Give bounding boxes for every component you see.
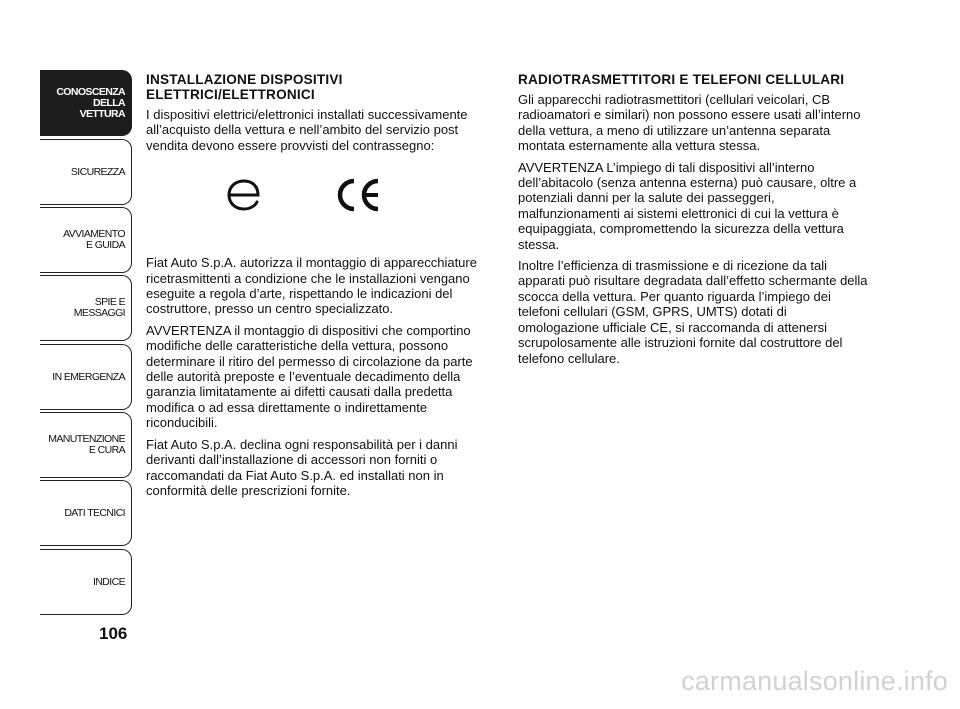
- tab-conoscenza-della-vettura[interactable]: CONOSCENZA DELLA VETTURA: [40, 70, 132, 136]
- approval-marks: [146, 163, 496, 243]
- tab-in-emergenza[interactable]: IN EMERGENZA: [40, 344, 132, 410]
- paragraph: I dispositivi elettrici/elettronici installati successivamente all’acquisto della vettura e nell’ambito del servizio post vendita devono essere provvisti del contrassegno:: [146, 107, 468, 153]
- tab-spie-e-messaggi[interactable]: SPIE E MESSAGGI: [40, 275, 132, 341]
- paragraph: AVVERTENZA L’impiego di tali dispositivi all’interno dell’abitacolo (senza antenna esterna) può causare, oltre a potenziali danni per la salute dei passeggeri, malfunzionamenti ai sistemi elettronici di cui la vettura è equipaggiata, compromettendo la sicurezza della vettura stessa.: [518, 159, 857, 252]
- paragraph: Fiat Auto S.p.A. autorizza il montaggio di apparecchiature ricetrasmittenti a condizione che le installazioni vengano eseguite a regola d’arte, rispettando le indicazioni del costruttore, presso un centro specializzato.: [146, 255, 477, 317]
- tab-sicurezza[interactable]: SICUREZZA: [40, 139, 132, 205]
- paragraph: AVVERTENZA il montaggio di dispositivi che comportino modifiche delle caratteristiche della vettura, possono determinare il ritiro del permesso di circolazione da parte delle autorità preposte e l’eventuale decadimento della garanzia limitatamente ai difetti causati dalla predetta modifica o ad essa direttamente o indirettamente riconducibili.: [146, 322, 473, 431]
- section-heading: RADIOTRASMETTITORI E TELEFONI CELLULARI: [518, 72, 845, 87]
- tab-avviamento-e-guida[interactable]: AVVIAMENTO E GUIDA: [40, 207, 132, 273]
- e-mark-icon: [224, 175, 264, 215]
- paragraph: Inoltre l’efficienza di trasmissione e di ricezione da tali apparati può risultare degradata dall’effetto schermante della scocca della vettura. Per quanto riguarda l’impiego dei telefoni cellulari (GSM, GPRS, UMTS) dotati di omologazione ufficiale CE, si raccomanda di attenersi scrupolosamente alle istruzioni fornite dal costruttore del telefono cellulare.: [518, 258, 868, 366]
- watermark: carmanualsonline.info: [681, 666, 948, 696]
- ce-mark-icon: [334, 177, 382, 213]
- section-radiotrasmettitori: [518, 72, 868, 372]
- tab-indice[interactable]: INDICE: [40, 549, 132, 615]
- page-number: 106: [99, 624, 128, 643]
- tab-manutenzione-e-cura[interactable]: MANUTENZIONE E CURA: [40, 412, 132, 478]
- section-heading: INSTALLAZIONE DISPOSITIVI ELETTRICI/ELETTRONICI: [146, 72, 343, 102]
- section-installazione: [146, 72, 496, 504]
- paragraph: Fiat Auto S.p.A. declina ogni responsabilità per i danni derivanti dall’installazione di accessori non forniti o raccomandati da Fiat Auto S.p.A. ed installati non in conformità delle prescrizioni fornite.: [146, 436, 458, 498]
- paragraph: Gli apparecchi radiotrasmettitori (cellulari veicolari, CB radioamatori e similari) non possono essere usati all’interno della vettura, a meno di utilizzare un’antenna separata montata esternamente alla vettura stessa.: [518, 92, 861, 154]
- tab-dati-tecnici[interactable]: DATI TECNICI: [40, 480, 132, 546]
